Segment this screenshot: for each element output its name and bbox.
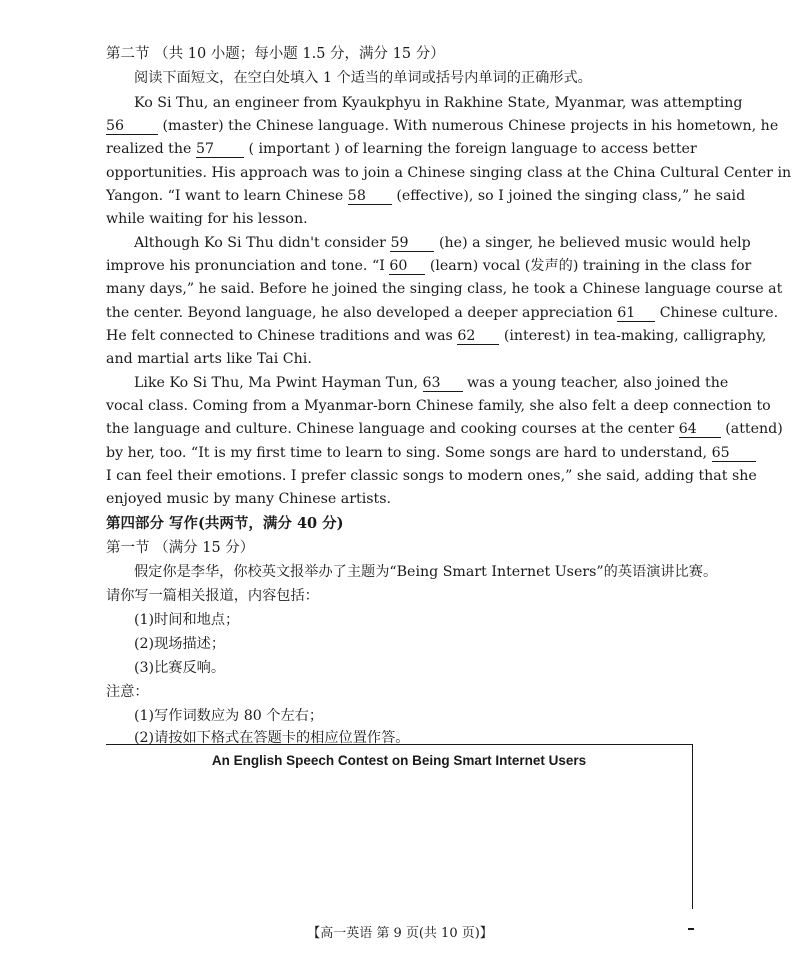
note-item: (1)写作词数应为 80 个左右； [134, 708, 324, 724]
passage-line: 56 (master) the Chinese language. With numerous Chinese projects in his hometown, he [106, 118, 779, 134]
corner-mark [688, 928, 694, 930]
answer-blank-65: 65 [712, 445, 756, 462]
answer-blank-62: 62 [457, 328, 499, 345]
answer-box-title: An English Speech Contest on Being Smart Internet Users [211, 753, 587, 768]
answer-blank-61: 61 [617, 305, 655, 322]
answer-blank-58: 58 [348, 188, 392, 205]
passage-line: and martial arts like Tai Chi. [106, 351, 312, 367]
answer-blank-64: 64 [679, 421, 721, 438]
content-point: (3)比赛反响。 [134, 660, 226, 676]
note-item: (2)请按如下格式在答题卡的相应位置作答。 [134, 730, 410, 746]
passage-line: I can feel their emotions. I prefer classic songs to modern ones,” she said, adding that she [106, 468, 757, 484]
section-2-title: 第二节 （共 10 小题；每小题 1.5 分，满分 15 分） [106, 46, 445, 62]
answer-blank-60: 60 [389, 258, 425, 275]
passage-line: the language and culture. Chinese language and cooking courses at the center 64 (attend) [106, 421, 783, 437]
content-point: (1)时间和地点； [134, 612, 240, 628]
answer-blank-59: 59 [390, 235, 434, 252]
part-4-title: 第四部分 写作(共两节，满分 40 分) [106, 515, 344, 532]
content-point: (2)现场描述； [134, 636, 226, 652]
passage-line: many days,” he said. Before he joined the singing class, he took a Chinese language course at [106, 281, 783, 297]
notes-label: 注意： [106, 684, 149, 700]
passage-line: Like Ko Si Thu, Ma Pwint Hayman Tun, 63 was a young teacher, also joined the [134, 375, 729, 391]
answer-blank-56: 56 [106, 118, 158, 135]
passage-line: realized the 57 ( important ) of learning the foreign language to access better [106, 141, 697, 157]
passage-line: opportunities. His approach was to join a Chinese singing class at the China Cultural Center in [106, 165, 792, 181]
passage-line: He felt connected to Chinese traditions and was 62 (interest) in tea-making, calligraphy, [106, 328, 767, 344]
writing-prompt: 假定你是李华，你校英文报举办了主题为“Being Smart Internet Users”的英语演讲比赛。 [134, 564, 718, 580]
passage-line: while waiting for his lesson. [106, 211, 308, 227]
passage-line: Ko Si Thu, an engineer from Kyaukphyu in Rakhine State, Myanmar, was attempting [134, 95, 743, 111]
answer-blank-63: 63 [423, 375, 463, 392]
answer-box[interactable] [106, 744, 693, 909]
passage-line: vocal class. Coming from a Myanmar-born Chinese family, she also felt a deep connection to [106, 398, 771, 414]
writing-prompt: 请你写一篇相关报道，内容包括： [106, 588, 319, 604]
passage-line: improve his pronunciation and tone. “I 60 (learn) vocal (发声的) training in the class for [106, 258, 752, 274]
page-footer: 【高一英语 第 9 页(共 10 页)】 [307, 926, 493, 941]
section-2-instruction: 阅读下面短文，在空白处填入 1 个适当的单词或括号内单词的正确形式。 [134, 70, 592, 86]
passage-line: the center. Beyond language, he also developed a deeper appreciation 61 Chinese culture. [106, 305, 779, 321]
writing-section-1-title: 第一节 （满分 15 分） [106, 540, 255, 556]
answer-blank-57: 57 [196, 141, 244, 158]
passage-line: Although Ko Si Thu didn't consider 59 (he) a singer, he believed music would help [134, 235, 751, 251]
passage-line: by her, too. “It is my first time to learn to sing. Some songs are hard to understand, 65 [106, 443, 696, 463]
passage-line: enjoyed music by many Chinese artists. [106, 491, 392, 507]
passage-line: Yangon. “I want to learn Chinese 58 (effective), so I joined the singing class,” he said [106, 188, 746, 204]
